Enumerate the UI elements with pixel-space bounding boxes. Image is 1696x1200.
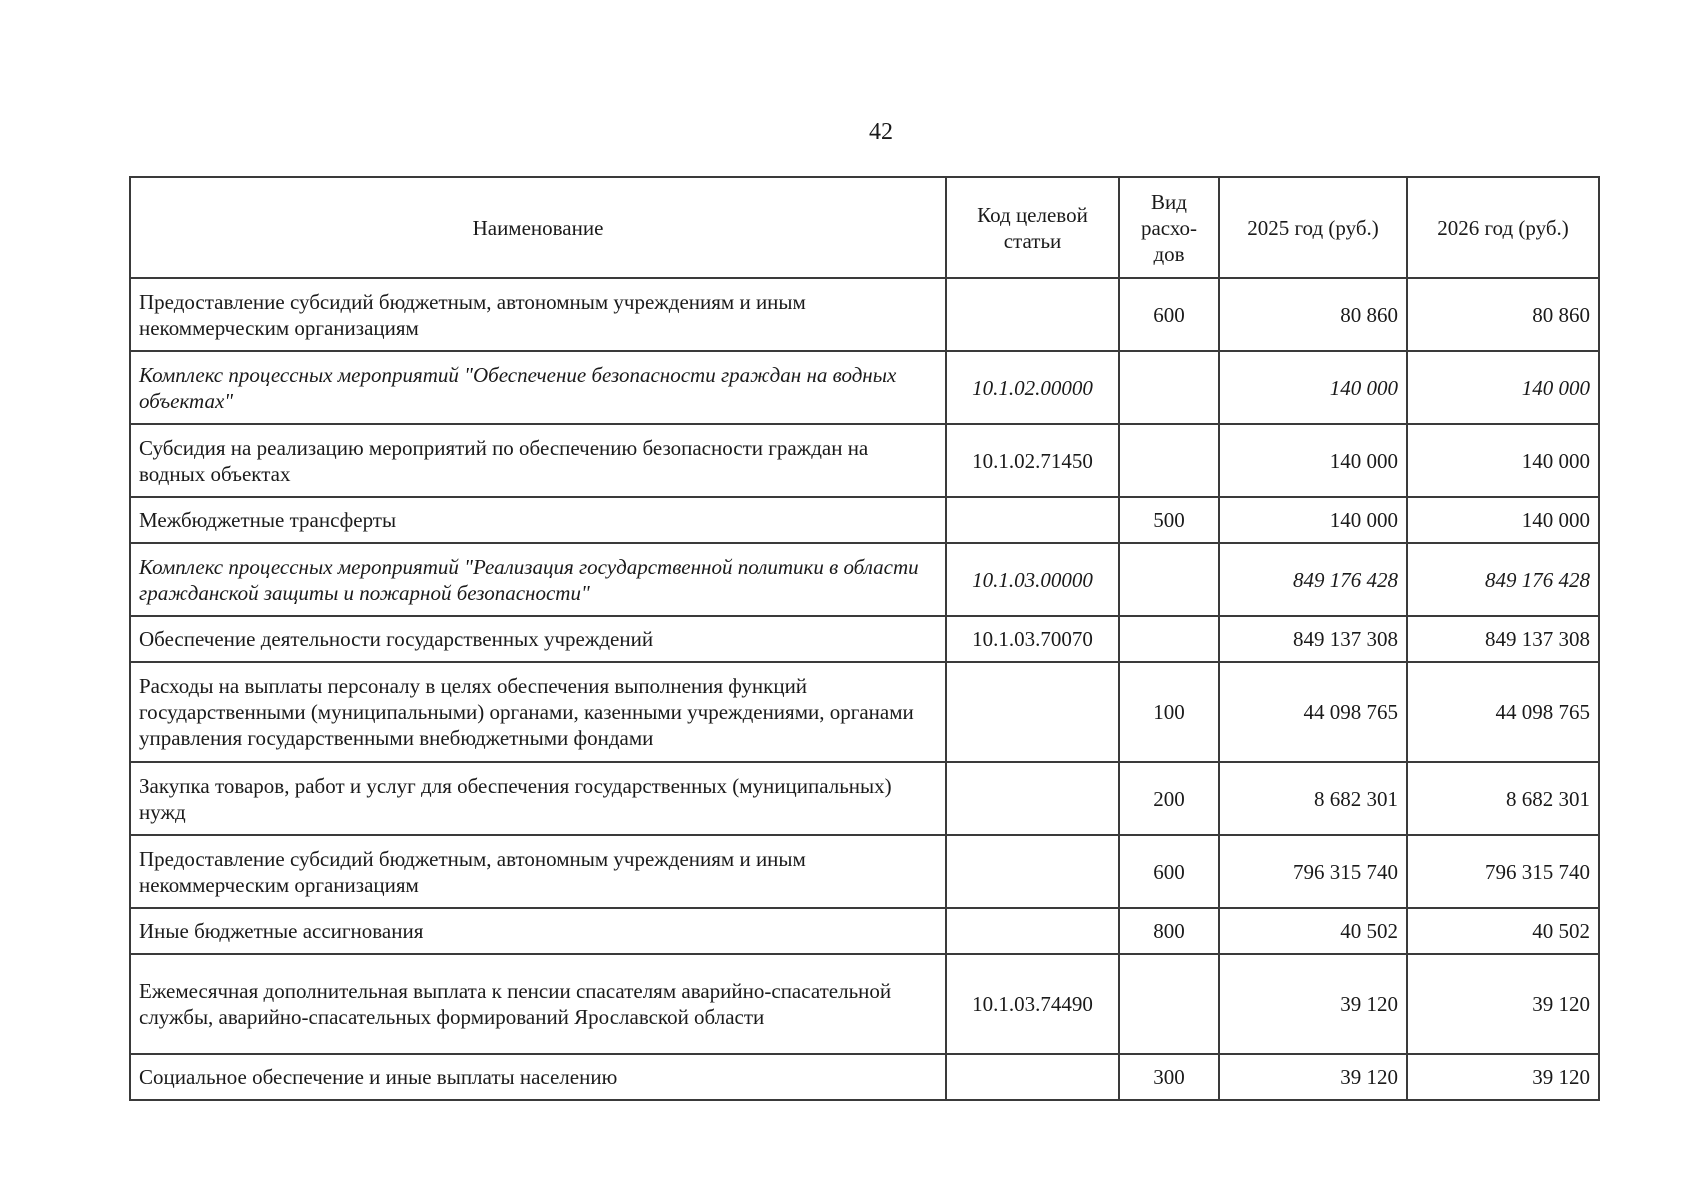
row-code-cell: 10.1.03.74490 xyxy=(946,954,1119,1054)
row-name-cell: Обеспечение деятельности государственных учреждений xyxy=(130,616,946,662)
row-2026-cell: 140 000 xyxy=(1407,351,1599,424)
row-code-cell xyxy=(946,835,1119,908)
row-2025-cell: 39 120 xyxy=(1219,1054,1407,1100)
table-row xyxy=(130,278,1599,351)
row-2025-cell: 849 176 428 xyxy=(1219,543,1407,616)
header-2026: 2026 год (руб.) xyxy=(1407,177,1599,278)
row-2026-cell: 140 000 xyxy=(1407,424,1599,497)
table-body xyxy=(130,278,1599,1100)
row-2026-cell: 849 176 428 xyxy=(1407,543,1599,616)
row-type-cell: 500 xyxy=(1119,497,1219,543)
table-row xyxy=(130,908,1599,954)
header-type: Вид расхо-дов xyxy=(1119,177,1219,278)
row-2025-cell: 39 120 xyxy=(1219,954,1407,1054)
table-row xyxy=(130,424,1599,497)
row-type-cell xyxy=(1119,954,1219,1054)
row-type-cell xyxy=(1119,543,1219,616)
row-2025-cell: 140 000 xyxy=(1219,497,1407,543)
row-type-cell: 600 xyxy=(1119,835,1219,908)
row-name-cell: Субсидия на реализацию мероприятий по обеспечению безопасности граждан на водных объектах xyxy=(130,424,946,497)
row-2026-cell: 39 120 xyxy=(1407,1054,1599,1100)
row-2026-cell: 40 502 xyxy=(1407,908,1599,954)
row-name-cell: Расходы на выплаты персоналу в целях обеспечения выполнения функций государственными (муниципальными) органами, казенными учреждениями, органами управления государственными внебюджетными фондами xyxy=(130,662,946,762)
header-row xyxy=(130,177,1599,278)
row-2025-cell: 8 682 301 xyxy=(1219,762,1407,835)
table-row xyxy=(130,1054,1599,1100)
table-row xyxy=(130,616,1599,662)
row-type-cell: 200 xyxy=(1119,762,1219,835)
row-type-cell xyxy=(1119,424,1219,497)
page-number: 42 xyxy=(869,119,893,145)
table-row xyxy=(130,543,1599,616)
header-2025: 2025 год (руб.) xyxy=(1219,177,1407,278)
row-2026-cell: 849 137 308 xyxy=(1407,616,1599,662)
row-name-cell: Иные бюджетные ассигнования xyxy=(130,908,946,954)
row-code-cell xyxy=(946,762,1119,835)
row-type-cell: 800 xyxy=(1119,908,1219,954)
row-type-cell: 600 xyxy=(1119,278,1219,351)
table-row xyxy=(130,351,1599,424)
header-name: Наименование xyxy=(130,177,946,278)
row-2025-cell: 849 137 308 xyxy=(1219,616,1407,662)
row-code-cell: 10.1.03.70070 xyxy=(946,616,1119,662)
row-2026-cell: 39 120 xyxy=(1407,954,1599,1054)
row-name-cell: Социальное обеспечение и иные выплаты населению xyxy=(130,1054,946,1100)
row-2025-cell: 40 502 xyxy=(1219,908,1407,954)
table-row xyxy=(130,762,1599,835)
row-code-cell xyxy=(946,908,1119,954)
row-2026-cell: 44 098 765 xyxy=(1407,662,1599,762)
row-code-cell xyxy=(946,662,1119,762)
row-2026-cell: 796 315 740 xyxy=(1407,835,1599,908)
row-type-cell: 100 xyxy=(1119,662,1219,762)
table-row xyxy=(130,497,1599,543)
row-code-cell xyxy=(946,278,1119,351)
row-name-cell: Предоставление субсидий бюджетным, автономным учреждениям и иным некоммерческим организациям xyxy=(130,278,946,351)
budget-table xyxy=(129,176,1600,1101)
table-row xyxy=(130,835,1599,908)
row-2026-cell: 140 000 xyxy=(1407,497,1599,543)
row-name-cell: Закупка товаров, работ и услуг для обеспечения государственных (муниципальных) нужд xyxy=(130,762,946,835)
table-row xyxy=(130,662,1599,762)
row-type-cell xyxy=(1119,616,1219,662)
row-2025-cell: 796 315 740 xyxy=(1219,835,1407,908)
row-code-cell: 10.1.02.00000 xyxy=(946,351,1119,424)
row-name-cell: Комплекс процессных мероприятий "Реализация государственной политики в области гражданской защиты и пожарной безопасности" xyxy=(130,543,946,616)
header-code: Код целевой статьи xyxy=(946,177,1119,278)
row-2025-cell: 44 098 765 xyxy=(1219,662,1407,762)
row-name-cell: Комплекс процессных мероприятий "Обеспечение безопасности граждан на водных объектах" xyxy=(130,351,946,424)
row-2026-cell: 8 682 301 xyxy=(1407,762,1599,835)
row-code-cell: 10.1.02.71450 xyxy=(946,424,1119,497)
row-code-cell: 10.1.03.00000 xyxy=(946,543,1119,616)
row-name-cell: Ежемесячная дополнительная выплата к пенсии спасателям аварийно-спасательной службы, аварийно-спасательных формирований Ярославской области xyxy=(130,954,946,1054)
row-code-cell xyxy=(946,1054,1119,1100)
row-name-cell: Предоставление субсидий бюджетным, автономным учреждениям и иным некоммерческим организациям xyxy=(130,835,946,908)
row-2025-cell: 80 860 xyxy=(1219,278,1407,351)
row-name-cell: Межбюджетные трансферты xyxy=(130,497,946,543)
table-row xyxy=(130,954,1599,1054)
row-2025-cell: 140 000 xyxy=(1219,424,1407,497)
row-2026-cell: 80 860 xyxy=(1407,278,1599,351)
row-code-cell xyxy=(946,497,1119,543)
row-type-cell xyxy=(1119,351,1219,424)
row-type-cell: 300 xyxy=(1119,1054,1219,1100)
row-2025-cell: 140 000 xyxy=(1219,351,1407,424)
